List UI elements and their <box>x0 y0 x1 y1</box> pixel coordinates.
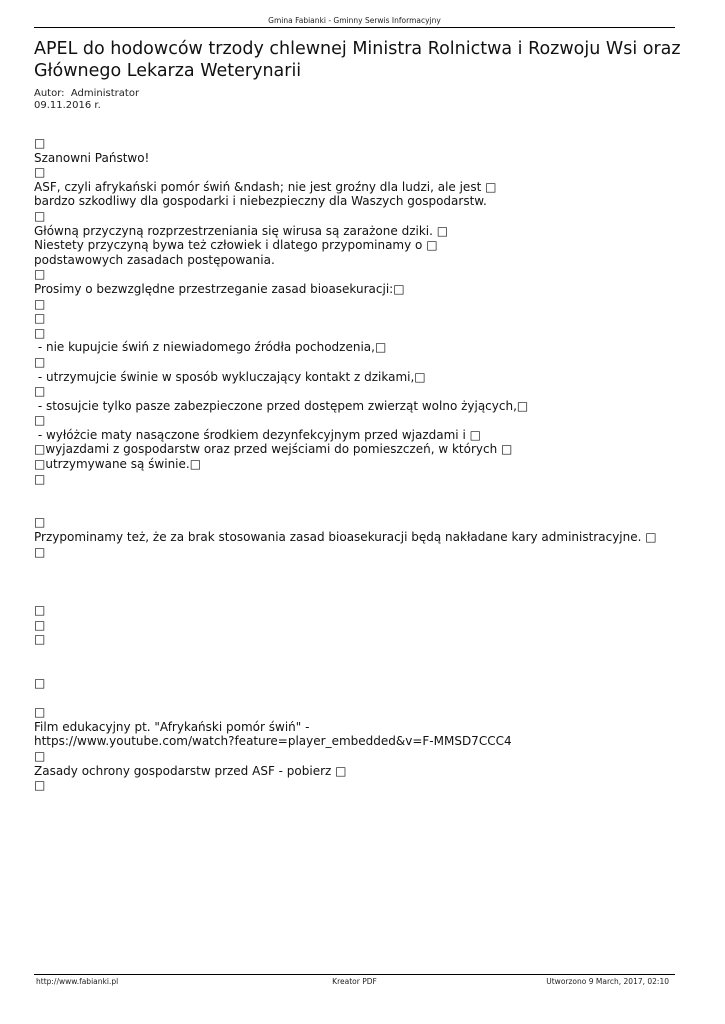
content-line: Film edukacyjny pt. "Afrykański pomór świń" - <box>34 719 310 734</box>
content-line: □ <box>34 384 46 399</box>
video-link[interactable]: https://www.youtube.com/watch?feature=player_embedded&v=F-MMSD7CCC4 <box>34 734 512 749</box>
content-line: - utrzymujcie świnie w sposób wykluczający kontakt z dzikami,□ <box>34 369 426 384</box>
content-line: ASF, czyli afrykański pomór świń &ndash; nie jest groźny dla ludzi, ale jest □ <box>34 179 497 194</box>
content-line: Niestety przyczyną bywa też człowiek i dlatego przypominamy o □ <box>34 238 438 253</box>
content-line: □utrzymywane są świnie.□ <box>34 457 202 472</box>
content-line: □ <box>34 208 46 223</box>
content-line: □ <box>34 354 46 369</box>
footer-url[interactable]: http://www.fabianki.pl <box>36 977 119 986</box>
content-line <box>34 559 684 574</box>
content-line: Zasady ochrony gospodarstw przed ASF - pobierz □ <box>34 763 347 778</box>
article-date: 09.11.2016 r. <box>34 100 101 111</box>
footer-created: Utworzono 9 March, 2017, 02:10 <box>546 977 669 986</box>
content-line: □ <box>34 617 46 632</box>
content-line: □ <box>34 311 46 326</box>
header-divider <box>34 27 675 28</box>
content-line: - wyłóżcie maty nasączone środkiem dezynfekcyjnym przed wjazdami i □ <box>34 427 481 442</box>
content-line: □ <box>34 748 46 763</box>
content-line: - nie kupujcie świń z niewiadomego źródła pochodzenia,□ <box>34 340 387 355</box>
content-line: bardzo szkodliwy dla gospodarki i niebezpieczny dla Waszych gospodarstw. <box>34 194 487 209</box>
footer-generator: Kreator PDF <box>332 977 377 986</box>
author-label: Autor: <box>34 88 65 99</box>
article-body <box>34 136 684 793</box>
content-line: □wyjazdami z gospodarstw oraz przed wejściami do pomieszczeń, w których □ <box>34 442 513 457</box>
content-line: Główną przyczyną rozprzestrzeniania się wirusa są zarażone dziki. □ <box>34 223 449 238</box>
content-line: Przypominamy też, że za brak stosowania zasad bioasekuracji będą nakładane kary administracyjne. □ <box>34 530 657 545</box>
content-line <box>34 501 684 516</box>
content-line: □ <box>34 632 46 647</box>
content-line: Prosimy o bezwzględne przestrzeganie zasad bioasekuracji:□ <box>34 281 405 296</box>
content-line: □ <box>34 325 46 340</box>
content-line: □ <box>34 471 46 486</box>
content-line: □ <box>34 544 46 559</box>
site-header: Gmina Fabianki - Gminny Serwis Informacyjny <box>268 16 441 25</box>
content-line: Szanowni Państwo! <box>34 150 150 165</box>
content-line: - stosujcie tylko pasze zabezpieczone przed dostępem zwierząt wolno żyjących,□ <box>34 398 529 413</box>
content-line: □ <box>34 675 46 690</box>
content-line: □ <box>34 136 46 150</box>
content-line: □ <box>34 705 46 720</box>
article-meta <box>34 88 139 112</box>
content-line <box>34 486 684 501</box>
content-line: □ <box>34 267 46 282</box>
content-line: podstawowych zasadach postępowania. <box>34 252 275 267</box>
author-name: Administrator <box>70 88 140 99</box>
author-line <box>34 88 139 100</box>
content-line: □ <box>34 296 46 311</box>
content-line <box>34 691 684 706</box>
content-line: □ <box>34 515 46 530</box>
content-line <box>34 661 684 676</box>
content-line: □ <box>34 603 46 617</box>
content-line: □ <box>34 165 46 180</box>
content-line <box>34 574 684 589</box>
content-line: □ <box>34 413 46 428</box>
footer-divider <box>34 974 675 975</box>
content-line <box>34 647 684 662</box>
content-line: □ <box>34 778 46 793</box>
article-title: APEL do hodowców trzody chlewnej Ministra Rolnictwa i Rozwoju Wsi oraz Głównego Lekarza Weterynarii <box>34 39 681 81</box>
content-line <box>34 588 684 603</box>
